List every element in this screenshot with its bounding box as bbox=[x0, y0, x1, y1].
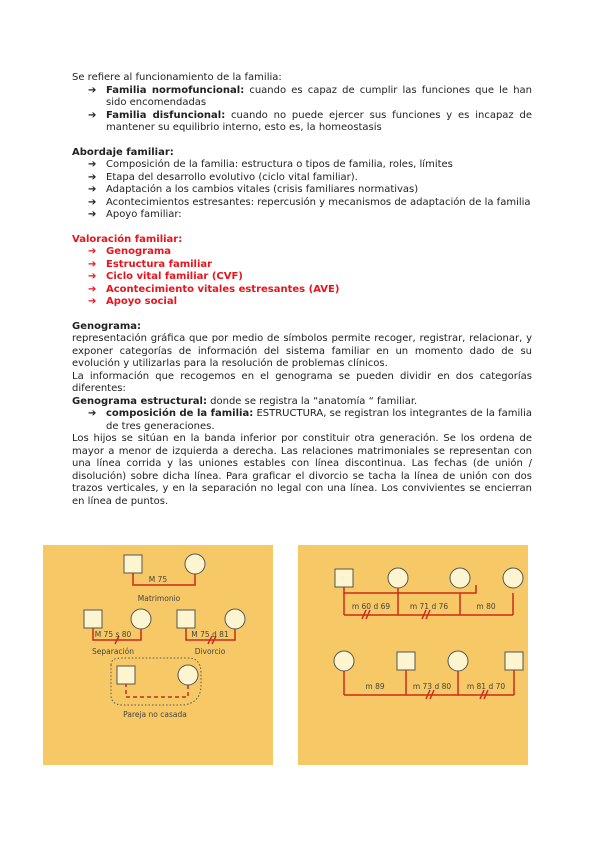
genograma-estructural: Genograma estructural: donde se registra la “anatomía “ familiar. bbox=[72, 395, 418, 407]
union-date: m 71 d 76 bbox=[409, 602, 449, 611]
separation-label: Separación bbox=[92, 647, 134, 656]
genograma-categories: La información que recogemos en el genograma se pueden dividir en dos categorías diferentes: bbox=[72, 370, 532, 394]
genograma-heading: Genograma: bbox=[72, 320, 141, 332]
genograma-definition: representación gráfica que por medio de símbolos permite recoger, registrar, relacionar, y exponer categorías de información del sistema familiar en un momento dado de su evolución y utilizarlas para la resolución de problemas clínicos. bbox=[72, 333, 532, 369]
separation-date: M 75 s 80 bbox=[94, 630, 132, 639]
female-circle bbox=[185, 554, 205, 574]
list-item: ➔ Apoyo social bbox=[88, 296, 177, 307]
female-circle bbox=[450, 568, 470, 588]
list-item: ➔ composición de la familia: ESTRUCTURA, se registran los integrantes de la familia de tres generaciones. bbox=[88, 408, 532, 432]
list-item: ➔ Familia normofuncional: cuando es capaz de cumplir las funciones que le han sido encomendadas bbox=[88, 84, 533, 108]
union-date: m 89 bbox=[365, 682, 385, 691]
list-item: ➔ Familia disfuncional: cuando no puede ejercer sus funciones y es incapaz de mantener su equilibrio interno, esto es, la homeostasis bbox=[88, 109, 532, 133]
document-body bbox=[72, 72, 532, 508]
male-square bbox=[117, 666, 135, 684]
list-item: ➔ Acontecimiento vitales estresantes (AVE) bbox=[88, 283, 340, 295]
abordaje-heading: Abordaje familiar: bbox=[72, 146, 174, 158]
list-item: ➔ Acontecimientos estresantes: repercusión y mecanismos de adaptación de la familia bbox=[88, 196, 531, 208]
female-circle bbox=[225, 609, 245, 629]
arrow-icon: ➔ bbox=[88, 109, 97, 121]
marriage-date: M 75 bbox=[148, 575, 168, 584]
arrow-icon: ➔ bbox=[88, 246, 97, 257]
unmarried-label: Pareja no casada bbox=[123, 710, 187, 719]
male-square bbox=[505, 652, 523, 670]
arrow-icon: ➔ bbox=[88, 283, 97, 295]
list-item: ➔ Apoyo familiar: bbox=[88, 209, 182, 220]
union-date: m 81 d 70 bbox=[466, 682, 506, 691]
female-circle bbox=[388, 568, 408, 588]
intro-lead: Se refiere al funcionamiento de la familia: bbox=[72, 72, 282, 83]
female-circle bbox=[334, 651, 354, 671]
list-item: ➔ Estructura familiar bbox=[88, 258, 213, 270]
female-circle bbox=[131, 609, 151, 629]
genograma-rules: Los hijos se sitúan en la banda inferior por constituir otra generación. Se los ordena de mayor a menor de izquierda a derecha. Las relaciones matrimoniales se representan con una línea corrida y las uniones estables con línea discontinua. Las fechas (de unión / disolución) sobre dicha línea. Para graficar el divorcio se tacha la línea de unión con dos trazos verticales, y en la separación no legal con una línea. Los convivientes se encierran en línea de puntos. bbox=[72, 433, 532, 507]
arrow-icon: ➔ bbox=[88, 184, 97, 195]
valoracion-heading: Valoración familiar: bbox=[72, 233, 183, 245]
list-item: ➔ Etapa del desarrollo evolutivo (ciclo vital familiar). bbox=[88, 171, 358, 183]
valoracion-list bbox=[72, 246, 532, 309]
composicion-list bbox=[72, 408, 532, 433]
female-circle bbox=[503, 568, 523, 588]
list-item: ➔ Adaptación a los cambios vitales (crisis familiares normativas) bbox=[88, 184, 419, 195]
union-date: m 60 d 69 bbox=[351, 602, 391, 611]
genogram-diagram-multiple-unions bbox=[298, 545, 528, 765]
union-date: m 73 d 80 bbox=[412, 682, 452, 691]
arrow-icon: ➔ bbox=[88, 159, 97, 170]
list-item: ➔ Ciclo vital familiar (CVF) bbox=[88, 271, 243, 282]
abordaje-list bbox=[72, 159, 532, 222]
intro-list bbox=[72, 85, 532, 135]
arrow-icon: ➔ bbox=[88, 196, 97, 208]
arrow-icon: ➔ bbox=[88, 209, 97, 220]
genogram-right-svg bbox=[298, 545, 528, 765]
male-square bbox=[84, 610, 102, 628]
female-circle bbox=[178, 665, 198, 685]
list-item: ➔ Composición de la familia: estructura o tipos de familia, roles, límites bbox=[88, 159, 453, 170]
divorce-date: M 75 d 81 bbox=[191, 630, 229, 639]
male-square bbox=[335, 569, 353, 587]
arrow-icon: ➔ bbox=[88, 271, 97, 282]
genogram-left-svg bbox=[43, 545, 273, 765]
divorce-label: Divorcio bbox=[194, 647, 226, 656]
male-square bbox=[177, 610, 195, 628]
male-square bbox=[124, 555, 142, 573]
arrow-icon: ➔ bbox=[88, 84, 97, 96]
list-item: ➔ Genograma bbox=[88, 246, 171, 257]
arrow-icon: ➔ bbox=[88, 408, 97, 419]
genogram-diagram-relations bbox=[43, 545, 273, 765]
union-date: m 80 bbox=[476, 602, 496, 611]
arrow-icon: ➔ bbox=[88, 171, 97, 183]
arrow-icon: ➔ bbox=[88, 296, 97, 307]
arrow-icon: ➔ bbox=[88, 258, 97, 270]
unmarried-line bbox=[126, 683, 188, 697]
marriage-label: Matrimonio bbox=[137, 594, 181, 603]
